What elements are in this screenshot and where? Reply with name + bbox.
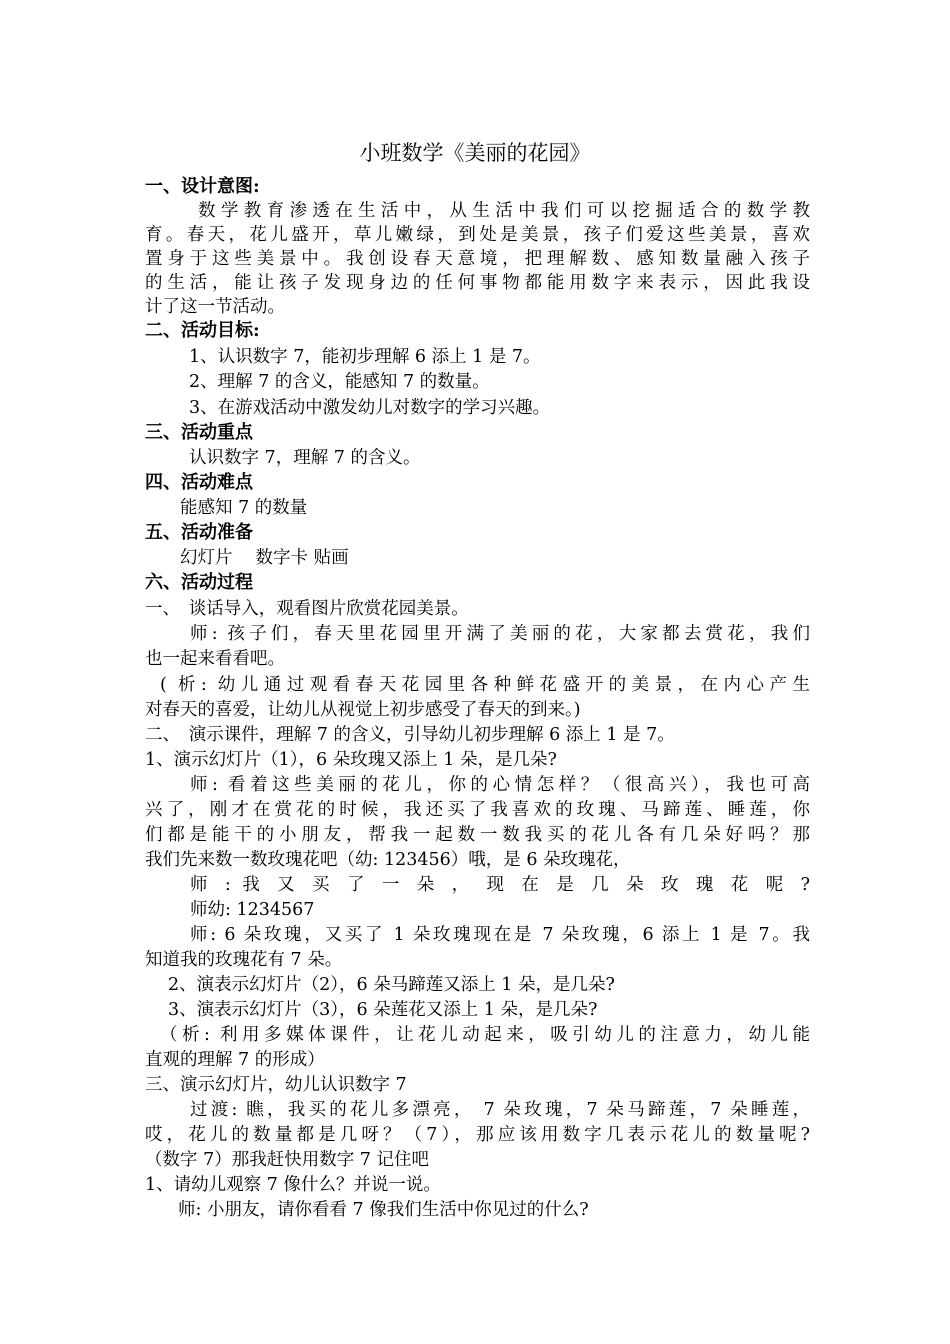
paragraph-line: 哎，花儿的数量都是几呀？（7），那应该用数字几表示花儿的数量呢?: [145, 1125, 810, 1145]
paragraph-line: 能感知 7 的数量: [180, 498, 308, 518]
paragraph-line: 对春天的喜爱，让幼儿从视觉上初步感受了春天的到来。): [145, 700, 581, 720]
paragraph-line: （数字 7）那我赶快用数字 7 记住吧: [145, 1150, 429, 1170]
section-heading-goals: 二、活动目标:: [145, 320, 260, 341]
paragraph-line: 1、演示幻灯片（1），6 朵玫瑰又添上 1 朵，是几朵?: [145, 750, 557, 770]
goal-item: 2、理解 7 的含义，能感知 7 的数量。: [189, 372, 490, 392]
paragraph-line: 3、演表示幻灯片（3），6 朵莲花又添上 1 朵，是几朵?: [168, 1000, 598, 1020]
paragraph-line: 1、请幼儿观察 7 像什么？并说一说。: [145, 1175, 441, 1195]
section-heading-design-intent: 一、设计意图:: [145, 176, 260, 197]
paragraph-line: 我们先来数一数玫瑰花吧（幼: 123456）哦，是 6 朵玫瑰花，: [145, 850, 631, 870]
paragraph-line: 兴了，刚才在赏花的时候，我还买了我喜欢的玫瑰、马蹄莲、睡莲，你: [145, 800, 810, 820]
paragraph-line: 计了这一节活动。: [145, 297, 285, 317]
paragraph-line: 师 : 我 又 买 了 一 朵 ， 现 在 是 几 朵 玫 瑰 花 呢 ?: [190, 875, 810, 895]
paragraph-line: 二、 演示课件，理解 7 的含义，引导幼儿初步理解 6 添上 1 是 7。: [145, 725, 675, 745]
paragraph-line: ( 析: 幼儿通过观看春天花园里各种鲜花盛开的美景，在内心产生: [160, 675, 810, 695]
paragraph-line: 过渡: 瞧，我买的花儿多漂亮， 7 朵玫瑰，7 朵马蹄莲，7 朵睡莲，: [190, 1100, 810, 1120]
paragraph-line: 直观的理解 7 的形成）: [145, 1050, 325, 1070]
paragraph-line: 知道我的玫瑰花有 7 朵。: [145, 950, 343, 970]
paragraph-line: 也一起来看看吧。: [145, 649, 285, 669]
paragraph-line: 师幼: 1234567: [190, 900, 315, 920]
section-heading-focus: 三、活动重点: [145, 422, 253, 443]
paragraph-line: 育。春天，花儿盛开，草儿嫩绿，到处是美景，孩子们爱这些美景，喜欢: [145, 225, 810, 245]
paragraph-line: 一、 谈话导入，观看图片欣赏花园美景。: [145, 599, 469, 619]
paragraph-line: 们都是能干的小朋友，帮我一起数一数我买的花儿各有几朵好吗？那: [145, 825, 810, 845]
paragraph-line: 三、演示幻灯片，幼儿认识数字 7: [145, 1075, 407, 1095]
paragraph-line: 置身于这些美景中。我创设春天意境，把理解数、感知数量融入孩子: [145, 249, 810, 269]
paragraph-line: 幻灯片 数字卡 贴画: [180, 548, 349, 568]
paragraph-line: 的生活，能让孩子发现身边的任何事物都能用数字来表示，因此我设: [145, 273, 810, 293]
paragraph-line: 师: 小朋友，请你看看 7 像我们生活中你见过的什么?: [178, 1200, 589, 1220]
paragraph-line: 2、演表示幻灯片（2），6 朵马蹄莲又添上 1 朵，是几朵?: [168, 975, 615, 995]
goal-item: 3、在游戏活动中激发幼儿对数字的学习兴趣。: [189, 398, 551, 418]
paragraph-line: 师: 看着这些美丽的花儿，你的心情怎样？（很高兴），我也可高: [190, 775, 810, 795]
paragraph-line: 认识数字 7，理解 7 的含义。: [189, 448, 421, 468]
paragraph-line: （析: 利用多媒体课件，让花儿动起来，吸引幼儿的注意力，幼儿能: [160, 1025, 810, 1045]
paragraph-line: 数学教育渗透在生活中，从生活中我们可以挖掘适合的数学教: [198, 201, 810, 221]
section-heading-difficulty: 四、活动难点: [145, 472, 253, 493]
section-heading-process: 六、活动过程: [145, 572, 253, 593]
paragraph-line: 师: 6 朵玫瑰，又买了 1 朵玫瑰现在是 7 朵玫瑰，6 添上 1 是 7。我: [190, 925, 810, 945]
goal-item: 1、认识数字 7，能初步理解 6 添上 1 是 7。: [189, 347, 541, 367]
section-heading-preparation: 五、活动准备: [145, 522, 253, 543]
paragraph-line: 师: 孩子们，春天里花园里开满了美丽的花，大家都去赏花，我们: [190, 624, 810, 644]
page-title: 小班数学《美丽的花园》: [359, 141, 591, 165]
